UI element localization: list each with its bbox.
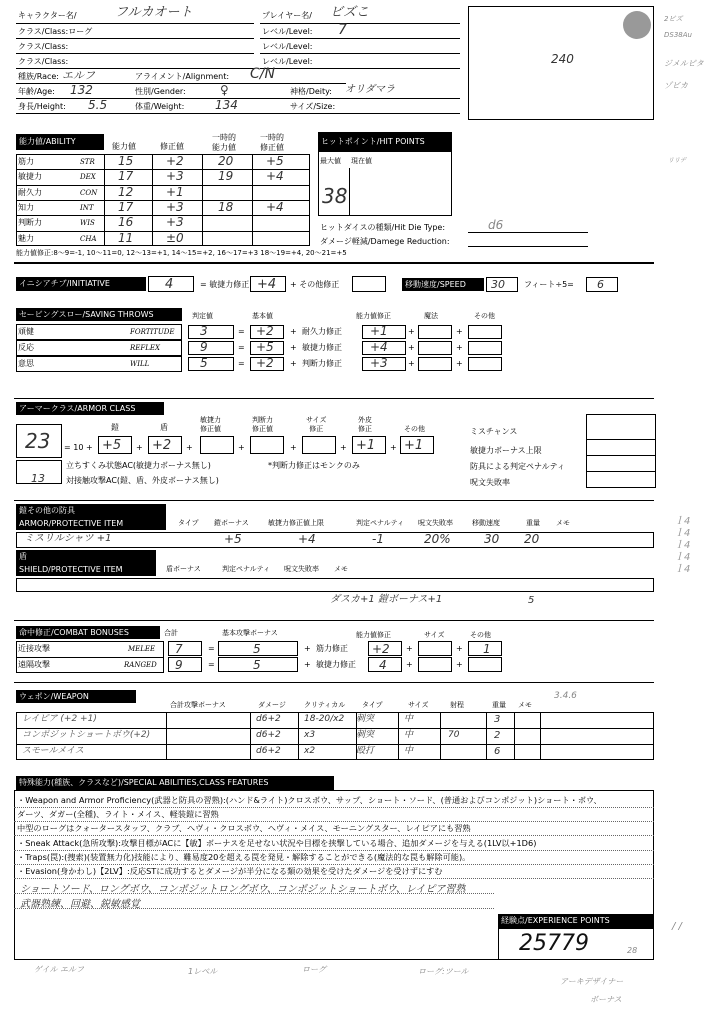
saves-header: セービングスロー/SAVING THROWS: [16, 308, 182, 321]
ability-mod: ±0: [166, 230, 184, 245]
weapon-row-divider: [16, 728, 654, 729]
armor-col-label: タイプ: [178, 519, 199, 527]
ability-col-score: 能力値: [112, 142, 136, 151]
save-label-box: [16, 356, 182, 372]
ac-total-box: [16, 424, 62, 458]
special-line: ダーツ、ダガー(全種)、ライト・メイス、軽装鎧に習熟: [17, 809, 219, 820]
ability-score: 15: [118, 154, 134, 168]
save-plus: +: [408, 343, 415, 352]
armor-item-bonus: +5: [224, 532, 242, 546]
weapon-crit: x2: [304, 746, 316, 756]
ranged-bab-box: [218, 657, 298, 672]
weapon-col-label: タイプ: [362, 701, 383, 709]
hp-header: ヒットポイント/HIT POINTS: [318, 132, 452, 152]
portrait-box: [468, 6, 654, 120]
ac-flat-value: 13: [31, 472, 45, 485]
save-plus: +: [290, 359, 297, 368]
saves-col-ability: 能力値修正: [356, 312, 391, 320]
divider: [14, 262, 654, 264]
weapon-col-label: メモ: [518, 701, 532, 709]
special-hand-line-2: 武器熟練、回避、鋭敏感覚: [20, 899, 140, 910]
weapon-type: 刺突: [356, 730, 375, 740]
ac-col-size: サイズ 修正: [306, 416, 327, 433]
special-rule: [14, 835, 654, 836]
save-eq: =: [238, 343, 245, 352]
save-plus: +: [290, 343, 297, 352]
weapon-col-divider: [514, 712, 515, 760]
ability-row-divider: [16, 231, 310, 232]
ac-base: = 10 +: [64, 443, 93, 452]
weapon-memo-scribble: 3.4.6: [554, 691, 577, 701]
footer-note-2: 1レベル: [188, 967, 218, 976]
weapon-header: ウェポン/WEAPON: [16, 690, 136, 703]
margin-note-3: ジメルピタ: [664, 59, 704, 68]
weapon-damage: d6+2: [256, 714, 281, 724]
save-misc-box: [468, 341, 502, 355]
shield-col-label: 盾ボーナス: [166, 565, 201, 573]
ability-score: 12: [118, 184, 134, 199]
weapon-size: 中: [404, 714, 414, 724]
ability-name: 判断力: [18, 218, 42, 228]
ability-temp-score: 19: [218, 169, 234, 184]
ability-header: 能力値/ABILITY: [16, 134, 104, 150]
special-line: ・Sneak Attack(急所攻撃):攻撃目標がACに【敏】ボーナスを足せない状況や目標を挟撃している場合、追加ダメージを与える(1LV以+1D6): [17, 837, 537, 848]
ability-score: 11: [118, 230, 134, 245]
melee-total-box: [168, 641, 202, 656]
footer-note-3: ローグ: [302, 965, 326, 974]
age-label: 年齢/Age:: [18, 87, 55, 96]
height-value: 5.5: [88, 98, 108, 112]
ability-temp-score: 18: [218, 199, 234, 214]
weight-value: 134: [215, 98, 238, 112]
save-total: 9: [200, 340, 208, 354]
saves-col-base: 基本値: [252, 312, 273, 320]
ranged-total-box: [168, 657, 202, 672]
initiative-dex-box: [250, 276, 286, 292]
weapon-crit: 18-20/x2: [304, 714, 345, 724]
armor-col-label: 移動速度: [472, 519, 500, 527]
hp-current-label: 現在値: [351, 157, 372, 165]
save-misc-box: [468, 325, 502, 339]
melee-label: 近接攻撃: [18, 644, 50, 653]
armor-col-label: 重量: [526, 519, 540, 527]
ac-wis-note: *判断力修正はモンクのみ: [268, 461, 360, 470]
ability-temp-mod: +4: [266, 169, 284, 184]
shield-item-row: [16, 578, 654, 592]
special-rule: [14, 864, 654, 865]
weapon-col-divider: [166, 712, 167, 760]
ac-natural-value: +1: [356, 438, 376, 453]
player-name-value: ビズこ: [330, 5, 370, 20]
deity-value: オリダマラ: [345, 84, 395, 95]
armor-penalty-label: 防具による判定ペナルティ: [470, 462, 565, 471]
character-name-value: フルカオート: [115, 5, 193, 20]
weapon-weight: 6: [494, 746, 501, 757]
ability-name: 知力: [18, 202, 34, 212]
weapon-type: 殴打: [356, 746, 375, 756]
armor-col-label: メモ: [556, 519, 570, 527]
save-plus: +: [408, 359, 415, 368]
save-ability-label: 判断力修正: [302, 359, 342, 368]
ac-misc-value: +1: [404, 438, 424, 453]
squares-value: 6: [597, 278, 604, 291]
save-base: +2: [256, 356, 274, 370]
save-ability: +4: [370, 340, 388, 354]
save-total: 5: [200, 356, 208, 370]
speed-box: [486, 277, 518, 292]
save-magic-box: [418, 325, 452, 339]
weapon-name: スモールメイス: [22, 746, 84, 756]
weapon-col-label: ダメージ: [258, 701, 286, 709]
footer-note-6: ボーナス: [590, 995, 622, 1004]
weapon-size: 中: [404, 746, 414, 756]
character-name-label: キャラクター名/: [18, 11, 77, 20]
experience-box: [498, 928, 654, 960]
initiative-total-box: [148, 276, 194, 292]
ability-mod: +2: [166, 154, 184, 168]
footer-note-5: アーキデザイナー: [560, 977, 624, 986]
level-1-value: 7: [338, 22, 347, 38]
save-en: WILL: [130, 360, 150, 368]
margin-note-5: リリデ: [668, 157, 686, 164]
ac-col-misc: その他: [404, 425, 425, 433]
margin-note-4: ゾビカ: [664, 81, 688, 90]
weapon-col-divider: [398, 712, 399, 760]
ac-flat-box: [16, 460, 62, 484]
weapon-col-label: 射程: [450, 701, 464, 709]
shield-note: ダスカ+1 鎧ボーナス+1: [330, 594, 443, 605]
ability-temp-mod: +4: [266, 199, 284, 214]
save-base: +5: [256, 340, 274, 354]
save-eq: =: [238, 327, 245, 336]
shield-col-label: 判定ペナルティ: [222, 565, 271, 573]
ranged-ability-box: [368, 657, 402, 672]
gender-label: 性別/Gender:: [135, 87, 186, 96]
side-tally-scribble: ｌ4 ｌ4 ｌ4 ｌ4 ｌ4: [674, 516, 691, 575]
shield-col-label: 呪文失敗率: [284, 565, 319, 573]
save-total-box: [188, 341, 234, 355]
armor-item-name: ミスリルシャツ +1: [24, 533, 112, 544]
save-eq: =: [238, 359, 245, 368]
save-ability-label: 敏捷力修正: [302, 343, 342, 352]
weapon-weight: 3: [494, 714, 501, 725]
ability-row-divider: [16, 215, 310, 216]
ac-armor-box: [98, 436, 132, 454]
alignment-label: アライメント/Alignment:: [135, 72, 230, 81]
speed-value: 30: [491, 278, 505, 291]
ranged-ability: 4: [379, 658, 387, 672]
deity-label: 神格/Deity:: [290, 87, 332, 96]
weapon-col-divider: [356, 712, 357, 760]
ranged-label: 遠隔攻撃: [18, 660, 50, 669]
initiative-misc-box: [352, 276, 386, 292]
feet-label: フィート÷5=: [524, 280, 574, 289]
ac-total: 23: [25, 429, 51, 453]
save-plus: +: [456, 343, 463, 352]
hole-punch-mark: [623, 11, 651, 39]
ability-abbr: INT: [80, 203, 94, 212]
weight-label: 体重/Weight:: [135, 102, 185, 111]
ac-header: アーマークラス/ARMOR CLASS: [16, 402, 164, 415]
armor-item-penalty: -1: [372, 532, 384, 546]
save-plus: +: [408, 327, 415, 336]
ability-col-mod: 修正値: [160, 142, 184, 151]
weapon-col-label: サイズ: [408, 701, 429, 709]
ability-col-temp-mod: 一時的 修正値: [260, 133, 284, 152]
ability-temp-mod: +5: [266, 154, 284, 168]
special-line: ・Evasion(身かわし)【2LV】:反応STに成功するとダメージが半分になる類の効果を受けたダメージを受けずにすむ: [17, 866, 443, 876]
melee-bab-box: [218, 641, 298, 656]
experience-value: 25779: [519, 931, 589, 956]
saves-col-misc: その他: [474, 312, 495, 320]
experience-note: 28: [627, 946, 638, 955]
ability-score: 17: [118, 169, 134, 184]
ac-dex-box: [200, 436, 234, 454]
melee-size-box: [418, 641, 452, 656]
player-name-label: プレイヤー名/: [262, 11, 312, 20]
weapon-col-label: 重量: [492, 701, 506, 709]
miss-chance-label: ミスチャンス: [470, 427, 518, 436]
save-total: 3: [200, 324, 208, 338]
ability-name: 耐久力: [18, 187, 42, 197]
ability-name: 筋力: [18, 157, 34, 166]
initiative-misc-label: + その他修正: [290, 280, 340, 289]
weapon-col-divider: [540, 712, 541, 760]
ability-abbr: CHA: [80, 234, 97, 243]
save-magic-box: [418, 357, 452, 371]
saves-col-total: 判定値: [192, 312, 213, 320]
ranged-misc-box: [468, 657, 502, 672]
weapon-row-divider: [16, 744, 654, 745]
shield-weight: 5: [528, 595, 535, 606]
speed-header: 移動速度/SPEED: [402, 278, 484, 291]
ranged-size-box: [418, 657, 452, 672]
height-label: 身長/Height:: [18, 102, 66, 111]
saves-col-magic: 魔法: [424, 312, 438, 320]
class-2-label: クラス/Class:: [18, 42, 69, 51]
weapon-col-divider: [486, 712, 487, 760]
initiative-header: イニシアチブ/INITIATIVE: [16, 277, 146, 291]
weapon-size: 中: [404, 730, 414, 740]
melee-bab: 5: [253, 642, 261, 656]
ac-size-box: [302, 436, 336, 454]
ac-shield-box: [148, 436, 182, 454]
ability-score: 17: [118, 199, 134, 214]
armor-item-header: 鎧その他の防具 ARMOR/PROTECTIVE ITEM: [16, 504, 166, 530]
ability-abbr: DEX: [80, 173, 96, 182]
initiative-total: 4: [165, 277, 174, 292]
ability-mod: +1: [166, 184, 184, 199]
armor-item-failure: 20%: [424, 532, 451, 546]
ac-flat-label: 立ちすくみ状態AC(敏捷力ボーナス無し): [66, 461, 211, 470]
combat-total-label: 合計: [164, 629, 178, 637]
weapon-col-divider: [440, 712, 441, 760]
hit-die-label: ヒットダイスの種類/Hit Die Type:: [320, 223, 446, 232]
weapon-damage: d6+2: [256, 746, 281, 756]
special-line: 中型のローグはクォータースタッフ、クラブ、ヘヴィ・クロスボウ、ヘヴィ・メイス、モーニングスター、レイピアにも習熟: [17, 823, 471, 834]
ability-name: 魅力: [18, 233, 34, 243]
special-rule: [14, 821, 654, 822]
armor-item-row: [16, 532, 654, 548]
melee-misc-box: [468, 641, 502, 656]
level-3-label: レベル/Level:: [262, 57, 313, 66]
ac-col-dex: 敏捷力 修正値: [200, 416, 221, 433]
class-3-label: クラス/Class:: [18, 57, 69, 66]
ability-mod: +3: [166, 169, 184, 184]
margin-note-2: DS38Au: [664, 31, 692, 39]
ability-abbr: CON: [80, 188, 98, 197]
ability-mod: +3: [166, 215, 184, 230]
size-label: サイズ/Size:: [290, 102, 336, 111]
experience-margin-scribble: / /: [672, 921, 682, 932]
save-total-box: [188, 357, 234, 371]
spell-failure-label: 呪文失敗率: [470, 478, 510, 487]
damage-reduction-label: ダメージ軽減/Damege Reduction:: [320, 237, 450, 246]
hp-max-value: 38: [322, 184, 348, 208]
special-line: ・Weapon and Armor Proficiency(武器と防具の習熟):(ハンド&ライト)クロスボウ、サップ、ショート・ソード、(普通およびコンポジット)ショート・ボウ、: [17, 795, 602, 805]
weapon-col-label: 合計攻撃ボーナス: [170, 701, 226, 709]
max-dex-label: 敏捷力ボーナス上限: [470, 446, 542, 455]
save-name: 頑健: [18, 327, 34, 336]
melee-ability-box: [368, 641, 402, 656]
hit-die-value: d6: [488, 218, 504, 232]
melee-en-label: MELEE: [128, 645, 156, 653]
combat-col-misc: その他: [470, 631, 491, 639]
save-name: 意思: [18, 359, 34, 368]
armor-col-label: 敏捷力修正値上限: [268, 519, 324, 527]
footer-note-4: ローグ:ツール: [418, 967, 469, 976]
age-value: 132: [70, 83, 93, 97]
ac-col-shield: 盾: [160, 423, 168, 432]
combat-col-ability: 能力値修正: [356, 631, 391, 639]
ac-touch-label: 対接触攻撃AC(鎧、盾、外皮ボーナス無し): [66, 476, 219, 485]
gender-value: ♀: [220, 83, 229, 97]
ranged-ability-label: 敏捷力修正: [316, 660, 356, 669]
ac-shield-value: +2: [152, 438, 172, 453]
save-ability: +1: [370, 324, 388, 338]
special-line: ・Traps(罠):(捜索)(装置無力化)技能により、難易度20を超える罠を発見・解除することができる(魔法的な罠も解除可能)。: [17, 851, 471, 862]
weapon-col-divider: [250, 712, 251, 760]
ability-temp-score: 20: [218, 154, 234, 168]
armor-col-label: 呪文失敗率: [418, 519, 453, 527]
level-1-label: レベル/Level:: [262, 27, 313, 36]
race-label: 種族/Race:: [18, 72, 59, 81]
special-hand-line-1: ショートソード、ロングボウ、コンポジットロングボウ、コンポジットショートボウ、レイピア習熟: [20, 884, 466, 895]
save-plus: +: [456, 359, 463, 368]
ability-mod: +3: [166, 199, 184, 214]
save-en: FORTITUDE: [130, 328, 175, 336]
weapon-name: コンポジットショートボウ(+2): [22, 730, 151, 740]
save-misc-box: [468, 357, 502, 371]
footer-note-1: ゲイル エルフ: [34, 965, 84, 974]
combat-col-size: サイズ: [424, 631, 445, 639]
armor-col-label: 判定ペナルティ: [356, 519, 405, 527]
save-en: REFLEX: [130, 344, 160, 352]
save-ability: +3: [370, 356, 388, 370]
level-2-label: レベル/Level:: [262, 42, 313, 51]
ac-col-natural: 外皮 修正: [358, 416, 372, 433]
armor-col-label: 鎧ボーナス: [214, 519, 249, 527]
ability-abbr: STR: [80, 158, 95, 166]
ability-mod-note: 能力値修正:8〜9=-1, 10〜11=0, 12〜13=+1, 14〜15=+2, 16〜17=+3 18〜19=+4, 20〜21=+5: [16, 249, 347, 257]
armor-item-weight: 20: [524, 532, 540, 546]
race-value: エルフ: [62, 69, 95, 82]
special-rule: [14, 850, 654, 851]
ac-col-armor: 鎧: [111, 423, 119, 432]
squares-box: [586, 277, 618, 292]
ability-abbr: WIS: [80, 219, 95, 228]
special-header: 特殊能力(種族、クラスなど)/SPECIAL ABILITIES,CLASS FEATURES: [16, 776, 334, 790]
save-magic-box: [418, 341, 452, 355]
weapon-weight: 2: [494, 730, 501, 741]
ability-col-temp-score: 一時的 能力値: [212, 133, 236, 152]
combat-header: 命中修正/COMBAT BONUSES: [16, 626, 160, 639]
initiative-dex-label: = 敏捷力修正: [200, 280, 250, 289]
ability-row-divider: [16, 185, 310, 186]
ac-side-box: [586, 414, 656, 488]
weapon-range: 70: [448, 730, 460, 740]
melee-ability: +2: [372, 642, 390, 656]
melee-total: 7: [175, 642, 183, 656]
weapon-col-divider: [298, 712, 299, 760]
melee-ability-label: 筋力修正: [316, 644, 348, 653]
alignment-value: C/N: [250, 66, 275, 82]
portrait-scribble: 240: [551, 52, 574, 66]
save-base: +2: [256, 324, 274, 338]
ac-natural-box: [352, 436, 386, 454]
combat-col-bab: 基本攻撃ボーナス: [222, 629, 278, 637]
class-1-label: クラス/Class:ローグ: [18, 27, 93, 36]
save-total-box: [188, 325, 234, 339]
ac-wis-box: [250, 436, 284, 454]
armor-item-speed: 30: [484, 532, 500, 546]
weapon-damage: d6+2: [256, 730, 281, 740]
initiative-dex-value: +4: [257, 277, 277, 292]
margin-note-1: 2ビズ: [664, 15, 683, 23]
ranged-bab: 5: [253, 658, 261, 672]
ability-score: 16: [118, 215, 134, 230]
weapon-type: 刺突: [356, 714, 375, 724]
shield-item-header: 盾 SHIELD/PROTECTIVE ITEM: [16, 550, 156, 576]
special-rule: [14, 807, 654, 808]
ranged-total: 9: [175, 658, 183, 672]
ability-name: 敏捷力: [18, 172, 42, 182]
hp-max-label: 最大値: [320, 157, 341, 165]
melee-misc: 1: [483, 642, 491, 656]
ranged-en-label: RANGED: [124, 661, 157, 669]
special-rule: [14, 878, 654, 879]
weapon-name: レイピア (+2 +1): [22, 714, 97, 724]
save-ability-label: 耐久力修正: [302, 327, 342, 336]
ac-misc-box: [400, 436, 434, 454]
ac-col-wis: 判断力 修正値: [252, 416, 273, 433]
save-plus: +: [290, 327, 297, 336]
armor-item-max-dex: +4: [298, 532, 316, 546]
weapon-col-label: クリティカル: [304, 701, 346, 709]
experience-header: 経験点/EXPERIENCE POINTS: [498, 914, 654, 928]
ac-armor-value: +5: [102, 438, 122, 453]
save-plus: +: [456, 327, 463, 336]
weapon-crit: x3: [304, 730, 316, 740]
shield-col-label: メモ: [334, 565, 348, 573]
save-name: 反応: [18, 343, 34, 352]
